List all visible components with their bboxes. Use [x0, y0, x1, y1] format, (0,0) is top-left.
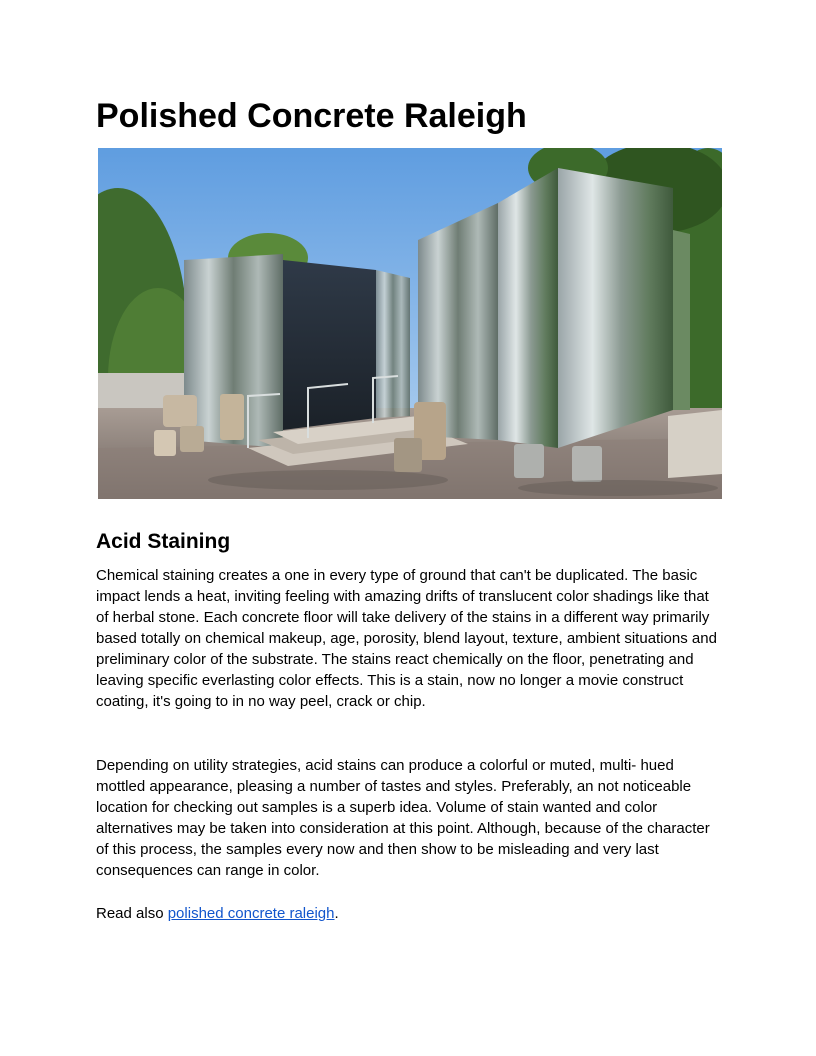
section-heading-acid-staining: Acid Staining: [96, 530, 231, 553]
read-also-prefix: Read also: [96, 905, 168, 922]
read-also-suffix: .: [334, 905, 339, 922]
paragraph-2: Depending on utility strategies, acid stains can produce a colorful or muted, multi- hued mottled appearance, pleasing a number of tastes and styles. Preferably, an not noticeable location for checking out samples is a superb idea. Volume of stain wanted and color alternatives may be taken into consideration at this point. Although, because of the character of this process, the samples every now and then show to be misleading and very last consequences can range in color.: [96, 757, 710, 879]
hero-image-mirrored-pavilion: [98, 148, 722, 499]
paragraph-1: Chemical staining creates a one in every type of ground that can't be duplicated. The basic impact lends a heat, inviting feeling with amazing drifts of translucent color shadings like that of herbal stone. Each concrete floor will take delivery of the stains in a different way primarily based totally on chemical makeup, age, porosity, blend layout, texture, ambient situations and preliminary color of the substrate. The stains react chemically on the floor, penetrating and leaving specific everlasting color effects. This is a stain, now no longer a movie construct coating, it's going to in no way peel, crack or chip.: [96, 567, 717, 710]
polished-concrete-raleigh-link[interactable]: polished concrete raleigh: [167, 905, 335, 922]
read-also-line: [96, 903, 722, 924]
page-title: Polished Concrete Raleigh: [96, 97, 527, 135]
